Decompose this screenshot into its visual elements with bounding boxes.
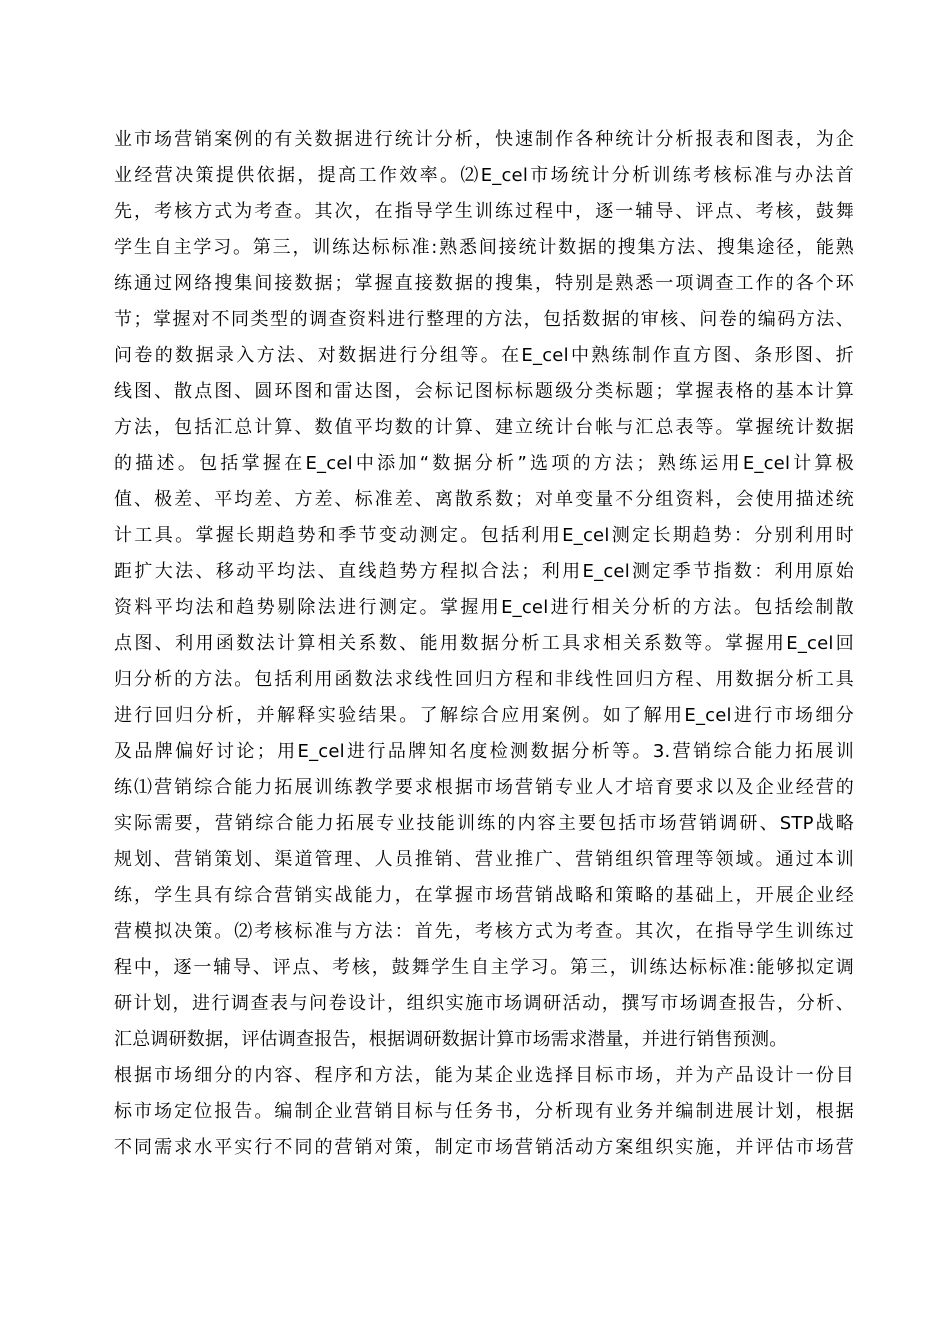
text-line: 方法，包括汇总计算、数值平均数的计算、建立统计台帐与汇总表等。掌握统计数据 xyxy=(114,417,854,438)
text-line: 标市场定位报告。编制企业营销目标与任务书，分析现有业务并编制进展计划，根据 xyxy=(114,1101,854,1122)
text-line: 距扩大法、移动平均法、直线趋势方程拟合法；利用E_cel测定季节指数：利用原始 xyxy=(114,561,854,582)
text-line: 根据市场细分的内容、程序和方法，能为某企业选择目标市场，并为产品设计一份目 xyxy=(114,1065,854,1086)
text-line: 营模拟决策。⑵考核标准与方法：首先，考核方式为考查。其次，在指导学生训练过 xyxy=(114,921,854,942)
text-line: 节；掌握对不同类型的调查资料进行整理的方法，包括数据的审核、问卷的编码方法、 xyxy=(114,309,854,330)
text-line: 汇总调研数据，评估调查报告，根据调研数据计算市场需求潜量，并进行销售预测。 xyxy=(114,1029,788,1050)
text-line: 练通过网络搜集间接数据；掌握直接数据的搜集，特别是熟悉一项调查工作的各个环 xyxy=(114,273,854,294)
text-line: 学生自主学习。第三，训练达标标准:熟悉间接统计数据的搜集方法、搜集途径，能熟 xyxy=(114,237,854,258)
text-line: 练，学生具有综合营销实战能力，在掌握市场营销战略和策略的基础上，开展企业经 xyxy=(114,885,854,906)
text-line: 程中，逐一辅导、评点、考核，鼓舞学生自主学习。第三，训练达标标准:能够拟定调 xyxy=(114,957,854,978)
text-line: 研计划，进行调查表与问卷设计，组织实施市场调研活动，撰写市场调查报告，分析、 xyxy=(114,993,854,1014)
text-line: 练⑴营销综合能力拓展训练教学要求根据市场营销专业人才培育要求以及企业经营的 xyxy=(114,777,854,798)
text-line: 实际需要，营销综合能力拓展专业技能训练的内容主要包括市场营销调研、STP战略 xyxy=(114,813,854,834)
text-line: 及品牌偏好讨论；用E_cel进行品牌知名度检测数据分析等。3.营销综合能力拓展训 xyxy=(114,741,854,762)
text-line: 的描述。包括掌握在E_cel中添加“数据分析”选项的方法；熟练运用E_cel计算极 xyxy=(114,453,854,474)
text-line: 业市场营销案例的有关数据进行统计分析，快速制作各种统计分析报表和图表，为企 xyxy=(114,129,854,150)
text-line: 进行回归分析，并解释实验结果。了解综合应用案例。如了解用E_cel进行市场细分 xyxy=(114,705,854,726)
text-line: 规划、营销策划、渠道管理、人员推销、营业推广、营销组织管理等领域。通过本训 xyxy=(114,849,854,870)
text-line: 线图、散点图、圆环图和雷达图，会标记图标标题级分类标题；掌握表格的基本计算 xyxy=(114,381,854,402)
text-line: 归分析的方法。包括利用函数法求线性回归方程和非线性回归方程、用数据分析工具 xyxy=(114,669,854,690)
text-line: 不同需求水平实行不同的营销对策，制定市场营销活动方案组织实施，并评估市场营 xyxy=(114,1137,854,1158)
text-line: 先，考核方式为考查。其次，在指导学生训练过程中，逐一辅导、评点、考核，鼓舞 xyxy=(114,201,854,222)
body-text xyxy=(114,122,854,1166)
text-line: 业经营决策提供依据，提高工作效率。⑵E_cel市场统计分析训练考核标准与办法首 xyxy=(114,165,854,186)
text-line: 资料平均法和趋势剔除法进行测定。掌握用E_cel进行相关分析的方法。包括绘制散 xyxy=(114,597,854,618)
text-line: 点图、利用函数法计算相关系数、能用数据分析工具求相关系数等。掌握用E_cel回 xyxy=(114,633,854,654)
text-line: 计工具。掌握长期趋势和季节变动测定。包括利用E_cel测定长期趋势：分别利用时 xyxy=(114,525,854,546)
text-line: 值、极差、平均差、方差、标准差、离散系数；对单变量不分组资料，会使用描述统 xyxy=(114,489,854,510)
text-line: 问卷的数据录入方法、对数据进行分组等。在E_cel中熟练制作直方图、条形图、折 xyxy=(114,345,854,366)
